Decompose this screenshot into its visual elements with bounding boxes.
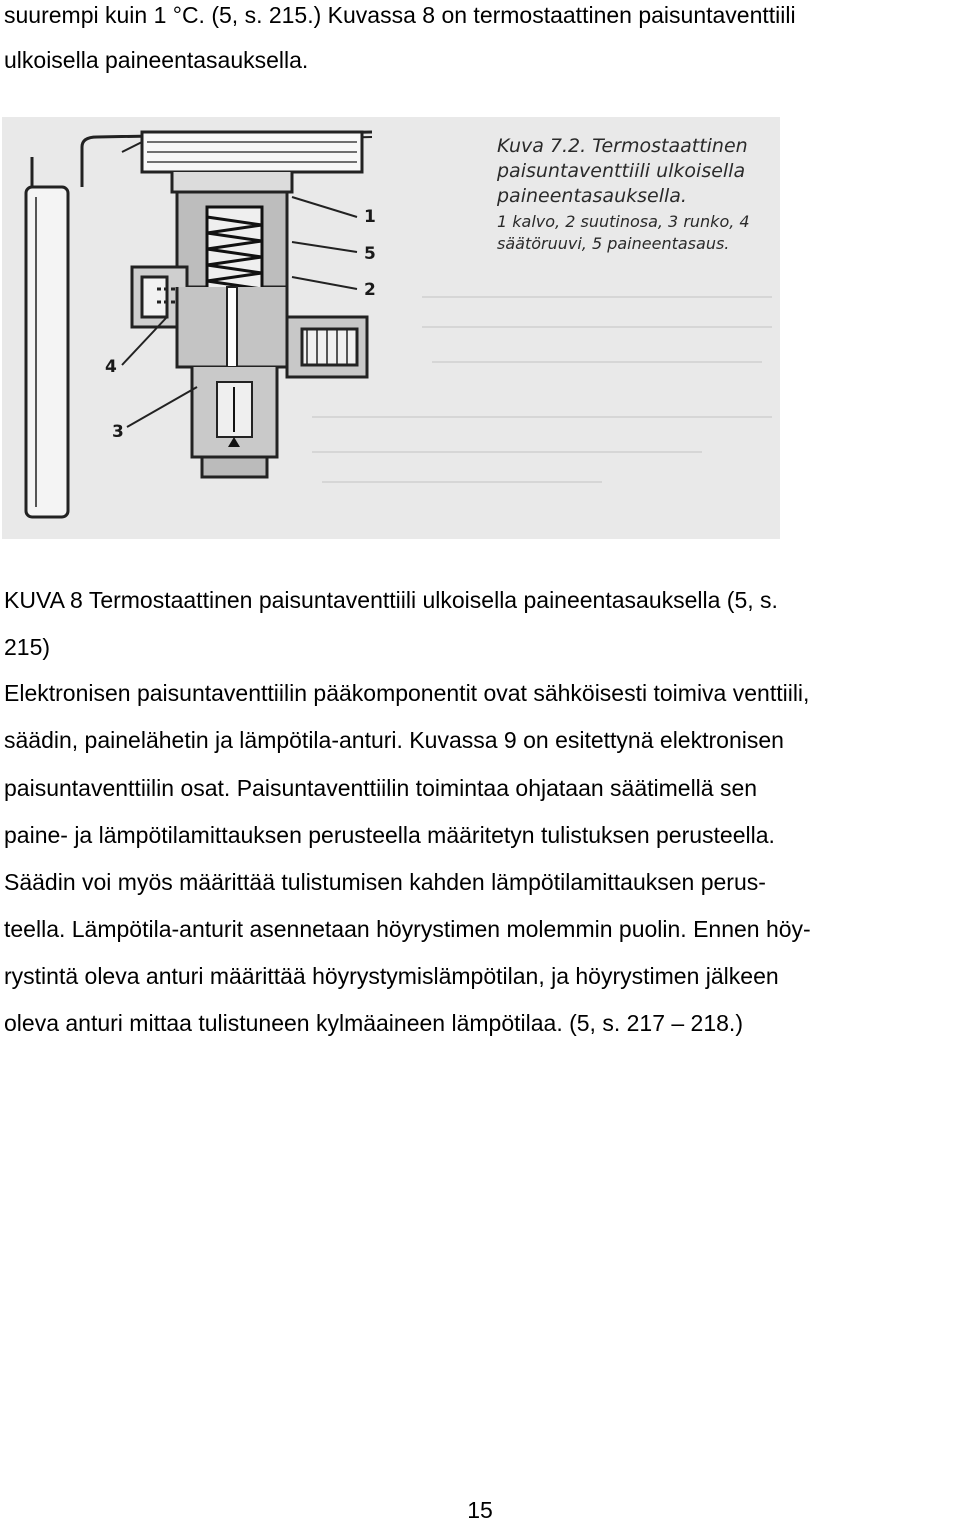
body-line-3: paisuntaventtiilin osat. Paisuntaventtiilin toimintaa ohjataan säätimellä sen [4, 775, 758, 801]
body-line-6: teella. Lämpötila-anturit asennetaan höyrystimen molemmin puolin. Ennen höy- [4, 916, 811, 942]
figure-label-line-5: säätöruuvi, 5 paineentasaus. [497, 234, 730, 253]
part-number-4: 4 [105, 357, 117, 377]
intro-line-1: suurempi kuin 1 °C. (5, s. 215.) Kuvassa 8 on termostaattinen paisuntaventtiili [4, 2, 796, 28]
intro-line-2: ulkoisella paineentasauksella. [4, 47, 309, 73]
valve-figure [2, 117, 780, 539]
caption-line-2: 215) [4, 634, 51, 660]
thermostatic-valve-drawing-icon [2, 117, 780, 539]
part-number-5: 5 [364, 244, 376, 264]
part-number-2: 2 [364, 280, 376, 300]
body-line-7: rystintä oleva anturi määrittää höyrystymislämpötilan, ja höyrystimen jälkeen [4, 963, 779, 989]
body-line-2: säädin, painelähetin ja lämpötila-anturi. Kuvassa 9 on esitettynä elektronisen [4, 727, 784, 753]
figure-label-line-4: 1 kalvo, 2 suutinosa, 3 runko, 4 [497, 212, 750, 231]
figure-label-line-1: Kuva 7.2. Termostaattinen [497, 135, 748, 157]
part-number-3: 3 [112, 422, 124, 442]
body-line-1: Elektronisen paisuntaventtiilin pääkomponentit ovat sähköisesti toimiva venttiili, [4, 680, 810, 706]
figure-label-line-2: paisuntaventtiili ulkoisella [497, 160, 746, 182]
body-line-5: Säädin voi myös määrittää tulistumisen kahden lämpötilamittauksen perus- [4, 869, 766, 895]
body-line-4: paine- ja lämpötilamittauksen perusteella määritetyn tulistuksen perusteella. [4, 822, 775, 848]
body-line-8: oleva anturi mittaa tulistuneen kylmäaineen lämpötilaa. (5, s. 217 – 218.) [4, 1010, 743, 1036]
caption-line-1: KUVA 8 Termostaattinen paisuntaventtiili ulkoisella paineentasauksella (5, s. [4, 587, 778, 613]
part-number-1: 1 [364, 207, 376, 227]
figure-label-line-3: paineentasauksella. [497, 185, 687, 207]
page-number: 15 [467, 1497, 493, 1523]
